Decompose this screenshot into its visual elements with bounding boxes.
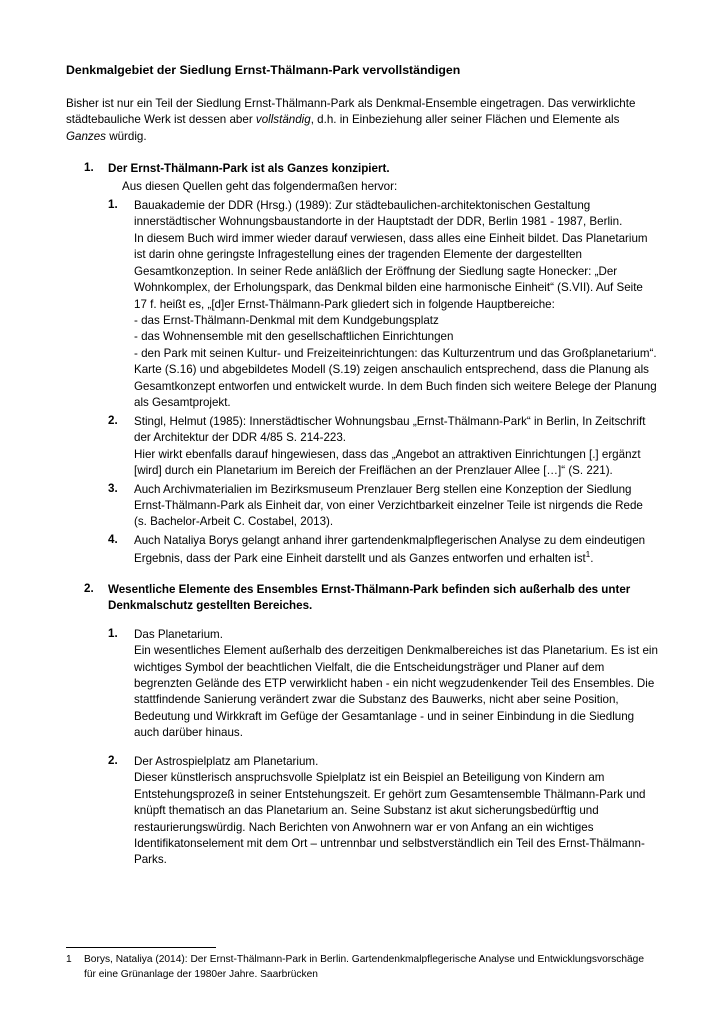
footnote-number: 1: [66, 954, 72, 966]
item-number: 1.: [108, 197, 118, 211]
section-2-number: 2.: [84, 581, 94, 595]
item-number: 1.: [108, 626, 118, 640]
main-list: [66, 161, 658, 869]
list-item: [108, 754, 658, 869]
item-paragraph: Der Astrospielplatz am Planetarium.: [134, 754, 319, 768]
item-paragraph: [134, 533, 658, 568]
item-number: 2.: [108, 413, 118, 427]
section-2: [66, 582, 658, 869]
section-1-heading: Der Ernst-Thälmann-Park ist als Ganzes konzipiert.: [108, 161, 390, 175]
section-2-sublist: [108, 627, 658, 869]
list-item: [108, 198, 658, 412]
item-paragraph: Dieser künstlerisch anspruchsvolle Spielplatz ist ein Beispiel an Beteiligung von Kindern am Entstehungsprozeß in seiner Entstehungszeit. Er gehört zum Gesamtensemble Thälmann-Park und knüpft thematisch an das Planetarium an. Seine Substanz ist akut sicherungsbedürftig und restaurierungswürdig. Nach Berichten von Anwohnern war er von Anfang an ein wichtiges Identifikatonselement mit dem Ort – untrennbar und selbstverständlich ein Teil des Ernst-Thälmann-Parks.: [134, 771, 646, 867]
intro-text-2: , d.h. in Einbeziehung aller seiner Flächen und Elemente als: [310, 113, 620, 127]
section-2-heading: Wesentliche Elemente des Ensembles Ernst-Thälmann-Park befinden sich außerhalb des unter Denkmalschutz gestellten Bereiches.: [108, 582, 631, 613]
item-paragraph: Karte (S.16) und abgebildetes Modell (S.19) zeigen anschaulich entsprechend, dass die Planung als Gesamtkonzept entworfen und entwickelt wurde. In dem Buch finden sich weitere Belege der Planung als Gesamtprojekt.: [134, 363, 657, 410]
item-paragraph: Hier wirkt ebenfalls darauf hingewiesen, dass das „Angebot an attraktiven Einrichtungen [.] ergänzt [wird] durch ein Planetarium im Bereich der Freiflächen an der Prenzlauer Allee […]“ (S. 221).: [134, 447, 641, 478]
list-item: [108, 414, 658, 480]
intro-italic-vollstaendig: vollständig: [255, 113, 311, 127]
item-paragraph: Auch Archivmaterialien im Bezirksmuseum Prenzlauer Berg stellen eine Konzeption der Siedlung Ernst-Thälmann-Park als Einheit dar, von einer Verzichtbarkeit einzelner Teile ist nirgends die Rede (s. Bachelor-Arbeit C. Costabel, 2013).: [134, 482, 643, 529]
section-1: [66, 161, 658, 568]
item-paragraph: - den Park mit seinen Kultur- und Freizeiteinrichtungen: das Kulturzentrum und das Großplanetarium“.: [134, 346, 657, 360]
footnote-marker: 1: [585, 550, 591, 560]
item-paragraph: - das Wohnensemble mit den gesellschaftlichen Einrichtungen: [134, 330, 454, 344]
list-item: [108, 627, 658, 742]
item-paragraph-text: Auch Nataliya Borys gelangt anhand ihrer gartendenkmalpflegerischen Analyse zu dem eindeutigen Ergebnis, dass der Park eine Einheit darstellt und als Ganzes entworfen und erhalten ist: [134, 533, 646, 566]
list-item: [108, 482, 658, 531]
intro-text-3: würdig.: [105, 129, 147, 143]
item-paragraph: - das Ernst-Thälmann-Denkmal mit dem Kundgebungsplatz: [134, 314, 439, 328]
footnote-area: [66, 947, 658, 982]
section-1-subheading: Aus diesen Quellen geht das folgendermaßen hervor:: [122, 180, 398, 194]
footnote-divider: [66, 947, 216, 948]
item-paragraph: Das Planetarium.: [134, 627, 223, 641]
item-paragraph: In diesem Buch wird immer wieder darauf verwiesen, dass alles eine Einheit bildet. Das Planetarium ist darin ohne geringste Infragestellung eines der tragenden Elemente der dargestellten Gesamtkonzeption. In seiner Rede anläßlich der Eröffnung der Siedlung sagte Honecker: „Der Wohnkomplex, der Erholungspark, das Denkmal bilden eine harmonische Einheit“ (S.VII). Auf Seite 17 f. heißt es, „[d]er Ernst-Thälmann-Park gliedert sich in folgende Hauptbereiche:: [134, 231, 648, 311]
page-title: Denkmalgebiet der Siedlung Ernst-Thälmann-Park vervollständigen: [66, 63, 461, 77]
section-1-sublist: [108, 198, 658, 568]
item-number: 4.: [108, 532, 118, 546]
intro-paragraph: [66, 96, 658, 145]
section-1-number: 1.: [84, 160, 94, 174]
item-paragraph: Stingl, Helmut (1985): Innerstädtischer Wohnungsbau „Ernst-Thälmann-Park“ in Berlin, In Zeitschrift der Architektur der DDR 4/85 S. 214-223.: [134, 414, 646, 445]
intro-text-1: Bisher ist nur ein Teil der Siedlung Ernst-Thälmann-Park als Denkmal-Ensemble eingetragen. Das verwirklichte städtebauliche Werk ist dessen aber: [66, 96, 636, 127]
item-number: 2.: [108, 753, 118, 767]
item-number: 3.: [108, 481, 118, 495]
footnote: [66, 953, 658, 982]
intro-italic-ganzes: Ganzes: [66, 129, 106, 143]
item-paragraph: Bauakademie der DDR (Hrsg.) (1989): Zur städtebaulichen-architektonischen Gestaltung innerstädtischer Wohnungsbaustandorte in der Hauptstadt der DDR, Berlin 1981 - 1987, Berlin.: [134, 198, 623, 229]
item-paragraph-trailing: .: [590, 552, 594, 566]
footnote-text: Borys, Nataliya (2014): Der Ernst-Thälmann-Park in Berlin. Gartendenkmalpflegerische Analyse und Entwicklungsvorschäge für eine Grünanlage der 1980er Jahre. Saarbrücken: [84, 954, 645, 980]
list-item: [108, 533, 658, 568]
item-paragraph: Ein wesentliches Element außerhalb des derzeitigen Denkmalbereiches ist das Planetarium. Es ist ein wichtiges Symbol der beachtlichen Vielfalt, die die Entscheidungsträger und Planer auf dem begrenzten Gelände des ETP verwirklicht haben - ein nicht wegzudenkender Teil des Ensembles. Die stattfindende Sanierung verändert zwar die Substanz des Bauwerks, nicht aber seine Position, Bedeutung und Wirkkraft im Gefüge der Gesamtanlage - und in seiner Einbindung in die Siedlung auch darüber hinaus.: [134, 644, 658, 740]
